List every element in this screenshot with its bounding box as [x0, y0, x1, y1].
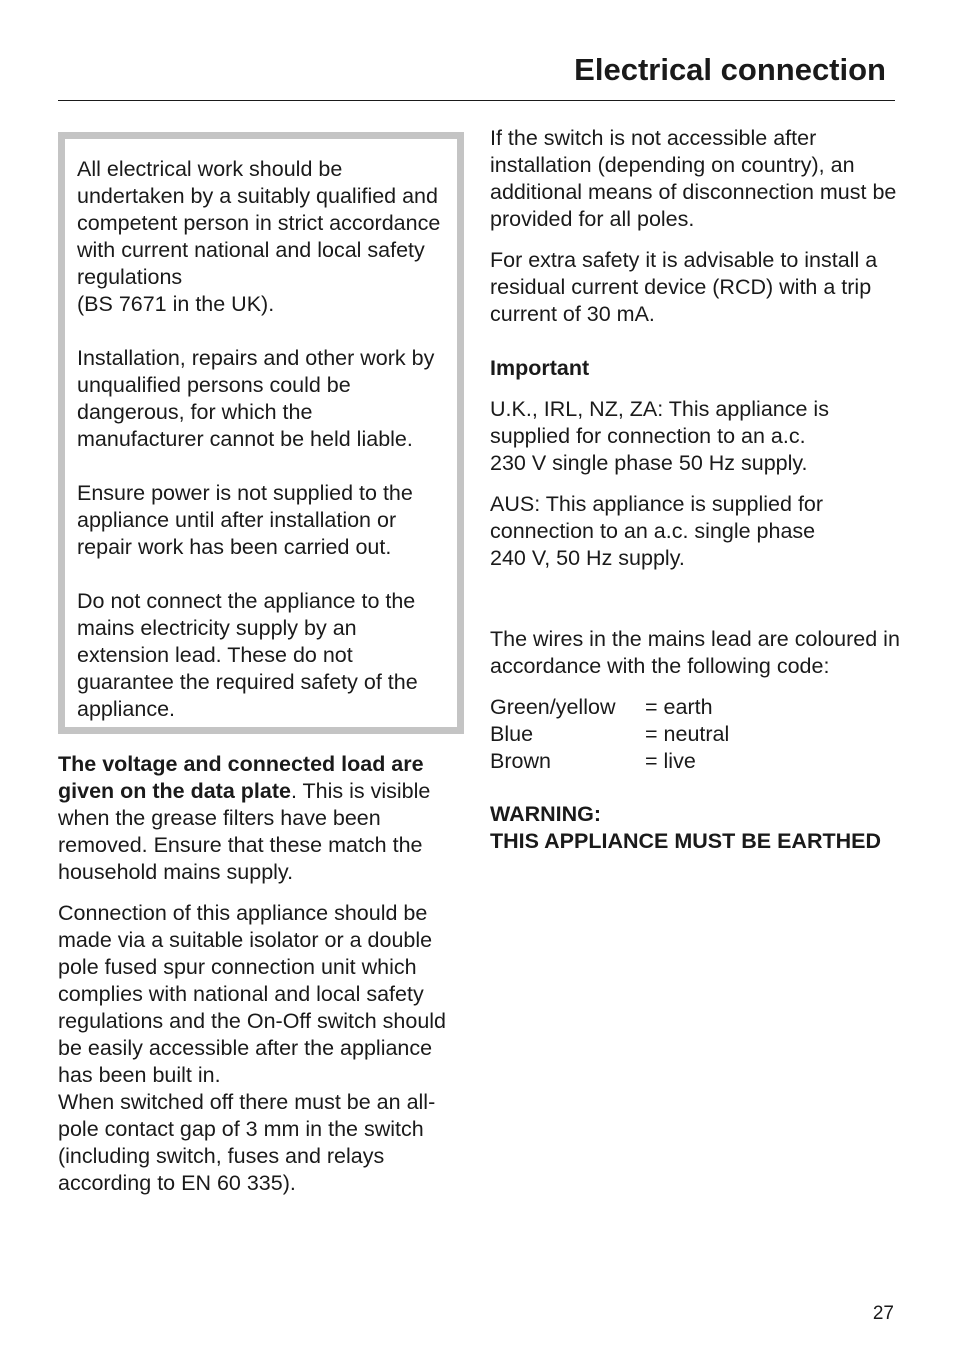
contact-gap-text: When switched off there must be an all-pole contact gap of 3 mm in the switch (including switch, fuses and relays according to EN 60 335). — [58, 1090, 436, 1195]
title-rule — [58, 100, 895, 101]
wire-colour: Brown — [490, 749, 551, 773]
earthing-warning-message: THIS APPLIANCE MUST BE EARTHED — [490, 829, 881, 853]
isolator-text: Connection of this appliance should be made via a suitable isolator or a double pole fused spur connection unit which complies with national and local safety regulations and the On-Off switch should be easily accessible after the appliance has been built in. — [58, 901, 447, 1087]
switch-access-paragraph: If the switch is not accessible after installation (depending on country), an additional means of disconnection must be provided for all poles. — [490, 126, 897, 231]
wire-colour: Blue — [490, 722, 534, 746]
rcd-paragraph: For extra safety it is advisable to install a residual current device (RCD) with a trip current of 30 mA. — [490, 248, 878, 326]
data-plate-paragraph — [58, 751, 464, 886]
wire-row — [490, 748, 902, 775]
uk-supply-text: U.K., IRL, NZ, ZA: This appliance is supplied for connection to an a.c. — [490, 397, 829, 448]
left-column — [58, 132, 464, 1211]
wire-colour: Green/yellow — [490, 695, 616, 719]
wire-meaning: = earth — [645, 695, 713, 719]
aus-supply-voltage: 240 V, 50 Hz supply. — [490, 546, 685, 570]
wire-row — [490, 694, 902, 721]
important-heading: Important — [490, 356, 590, 380]
connection-paragraph — [58, 900, 464, 1197]
warning-box-paragraph-extension: Do not connect the appliance to the mains electricity supply by an extension lead. These do not guarantee the required safety of the appliance. — [77, 589, 418, 721]
data-plate-text: . This is visible when the grease filters have been removed. Ensure that these match the household mains supply. — [58, 779, 431, 884]
uk-supply-paragraph — [490, 396, 902, 477]
warning-box-paragraph-qualified — [77, 156, 445, 318]
uk-supply-voltage: 230 V single phase 50 Hz supply. — [490, 451, 808, 475]
aus-supply-text: AUS: This appliance is supplied for connection to an a.c. single phase — [490, 492, 824, 543]
wire-meaning: = live — [645, 749, 696, 773]
data-plate-bold-text: The voltage and connected load are given on the data plate — [58, 752, 424, 803]
wire-code-table — [490, 694, 902, 775]
safety-warning-box — [58, 132, 464, 734]
warning-box-paragraph-power: Ensure power is not supplied to the appliance until after installation or repair work has been carried out. — [77, 481, 413, 559]
earthing-warning-label: WARNING: — [490, 802, 602, 826]
qualified-person-text: All electrical work should be undertaken by a suitably qualified and competent person in strict accordance with current national and local safety regulations — [77, 157, 441, 289]
bs-reference-text: (BS 7671 in the UK). — [77, 292, 275, 316]
wire-row — [490, 721, 902, 748]
page-title: Electrical connection — [574, 52, 886, 87]
aus-supply-paragraph — [490, 491, 902, 572]
wire-code-intro: The wires in the mains lead are coloured in accordance with the following code: — [490, 627, 900, 678]
right-column — [490, 125, 902, 869]
earthing-warning — [490, 801, 902, 855]
wire-meaning: = neutral — [645, 722, 730, 746]
warning-box-paragraph-liability: Installation, repairs and other work by unqualified persons could be dangerous, for which the manufacturer cannot be held liable. — [77, 346, 435, 451]
page-number: 27 — [872, 1303, 894, 1324]
